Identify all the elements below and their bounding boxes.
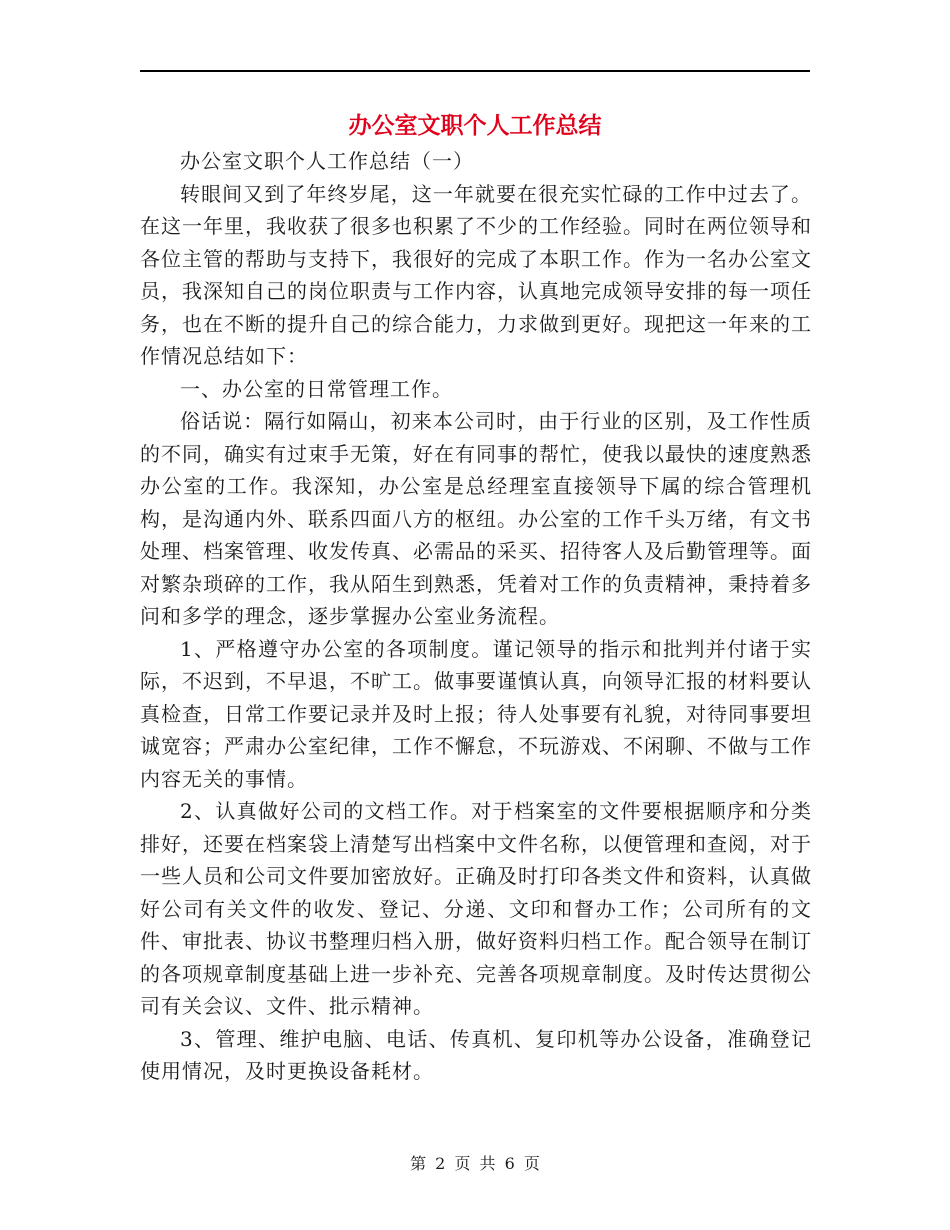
paragraph-intro: 转眼间又到了年终岁尾，这一年就要在很充实忙碌的工作中过去了。在这一年里，我收获了很多也积累了不少的工作经验。同时在两位领导和各位主管的帮助与支持下，我很好的完成了本职工作。作为一名办公室文员，我深知自己的岗位职责与工作内容，认真地完成领导安排的每一项任务，也在不断的提升自己的综合能力，力求做到更好。现把这一年来的工作情况总结如下：: [140, 181, 812, 368]
header-rule: [140, 70, 810, 72]
subheading-daily-management: 一、办公室的日常管理工作。: [180, 376, 453, 401]
document-body: [140, 145, 812, 1088]
paragraph-office-overview: 俗话说：隔行如隔山，初来本公司时，由于行业的区别，及工作性质的不同，确实有过束手无策，好在有同事的帮忙，使我以最快的速度熟悉办公室的工作。我深知，办公室是总经理室直接领导下属的综合管理机构，是沟通内外、联系四面八方的枢纽。办公室的工作千头万绪，有文书处理、档案管理、收发传真、必需品的采买、招待客人及后勤管理等。面对繁杂琐碎的工作，我从陌生到熟悉，凭着对工作的负责精神，秉持着多问和多学的理念，逐步掌握办公室业务流程。: [140, 409, 812, 628]
section-heading: 办公室文职个人工作总结（一）: [180, 149, 474, 173]
document-title: 办公室文职个人工作总结: [348, 112, 602, 139]
paragraph-item-1: 1、严格遵守办公室的各项制度。谨记领导的指示和批判并付诸于实际，不迟到，不早退，不旷工。做事要谨慎认真，向领导汇报的材料要认真检查，日常工作要记录并及时上报；待人处事要有礼貌，对待同事要坦诚宽容；严肃办公室纪律，工作不懈怠，不玩游戏、不闲聊、不做与工作内容无关的事情。: [140, 636, 812, 791]
paragraph-item-2: 2、认真做好公司的文档工作。对于档案室的文件要根据顺序和分类排好，还要在档案袋上清楚写出档案中文件名称，以便管理和查阅，对于一些人员和公司文件要加密放好。正确及时打印各类文件和资料，认真做好公司有关文件的收发、登记、分递、文印和督办工作；公司所有的文件、审批表、协议书整理归档入册，做好资料归档工作。配合领导在制订的各项规章制度基础上进一步补充、完善各项规章制度。及时传达贯彻公司有关会议、文件、批示精神。: [140, 799, 812, 1018]
page-number-footer: 第 2 页 共 6 页: [410, 1154, 540, 1173]
paragraph-item-3: 3、管理、维护电脑、电话、传真机、复印机等办公设备，准确登记使用情况，及时更换设备耗材。: [140, 1026, 812, 1083]
